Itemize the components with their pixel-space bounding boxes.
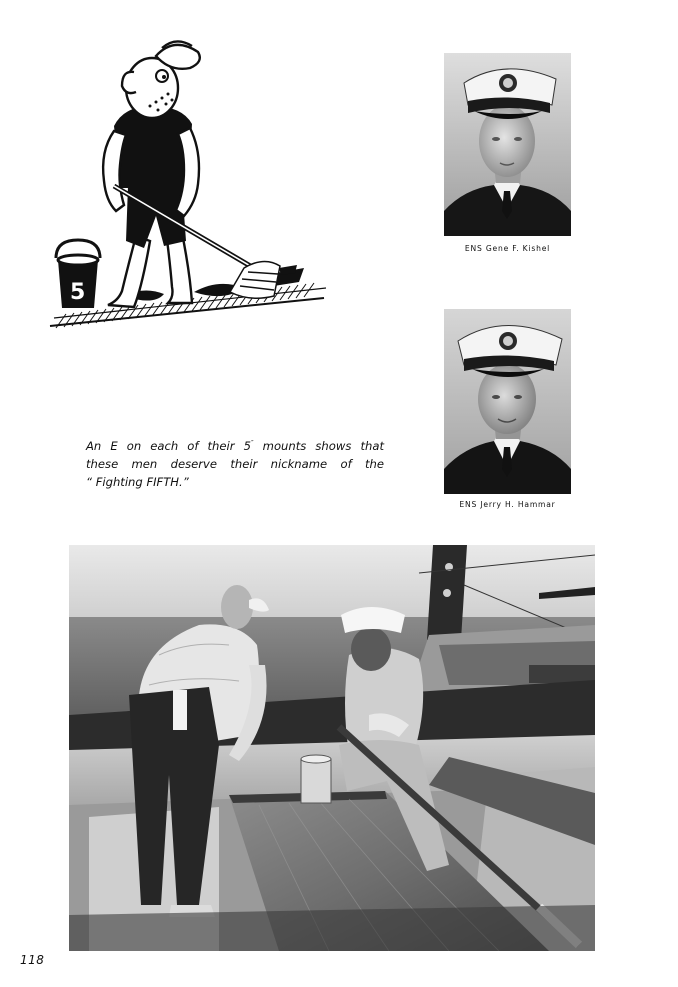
portrait-caption-kishel: ENS Gene F. Kishel bbox=[464, 244, 551, 253]
portrait-photo-kishel bbox=[444, 53, 571, 236]
body-paragraph bbox=[86, 437, 384, 491]
deck-work-photo bbox=[69, 545, 595, 951]
bucket-label: 5 bbox=[70, 280, 86, 305]
sailor-swabbing-cartoon bbox=[44, 36, 334, 336]
page-number: 118 bbox=[20, 953, 45, 967]
portrait-photo-hammar bbox=[444, 309, 571, 494]
body-line-2: these men deserve their nickname of the bbox=[86, 457, 384, 471]
body-line-3: “ Fighting FIFTH.” bbox=[86, 475, 189, 489]
body-line-1-a: An E on each of their 5 bbox=[86, 439, 251, 453]
inch-mark: ″ bbox=[250, 439, 254, 448]
body-line-1-b: mounts shows that bbox=[253, 439, 385, 453]
body-line-1 bbox=[86, 437, 384, 455]
portrait-caption-hammar: ENS Jerry H. Hammar bbox=[459, 500, 556, 509]
